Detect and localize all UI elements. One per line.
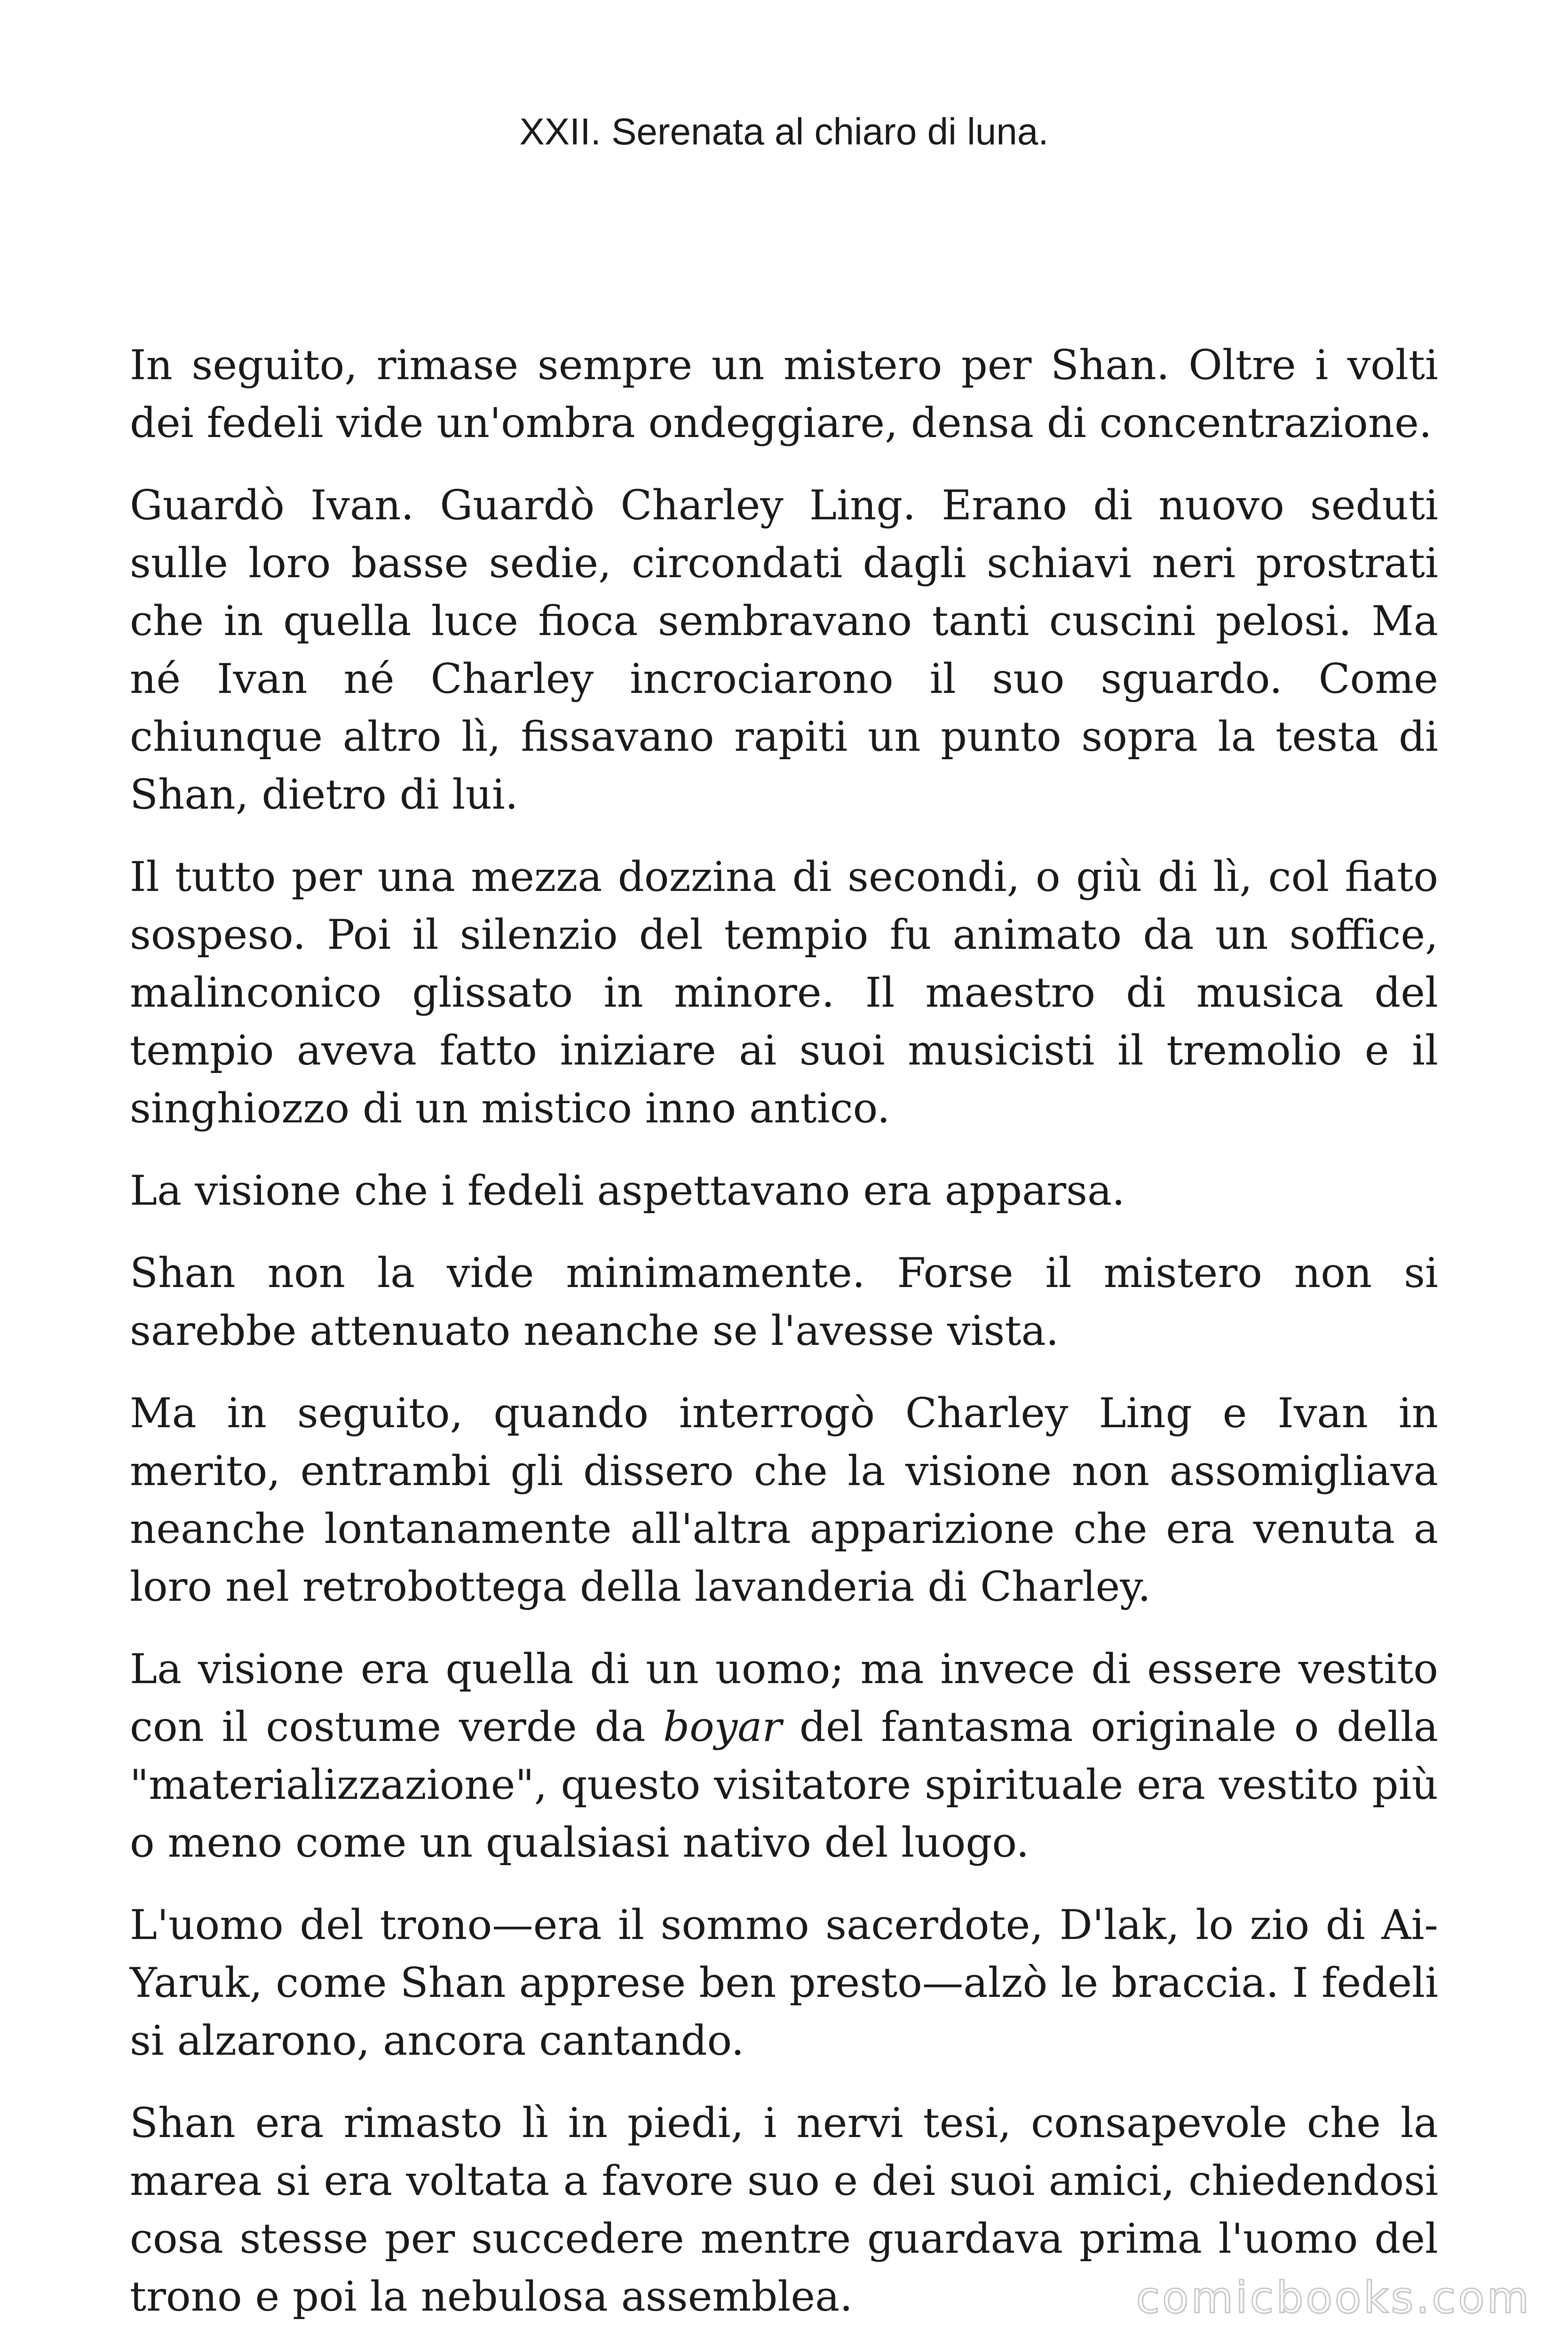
chapter-body bbox=[130, 336, 1438, 2350]
paragraph-7 bbox=[130, 1640, 1438, 1872]
paragraph-7-before: La visione era quella di un uomo; ma invece di essere vestito con il costume verde da bbox=[130, 1645, 1438, 1751]
paragraph-5: Shan non la vide minimamente. Forse il mistero non si sarebbe attenuato neanche se l'avesse vista. bbox=[130, 1249, 1438, 1355]
paragraph-7-after: del fantasma originale o della "materializzazione", questo visitatore spirituale era vestito più o meno come un qualsiasi nativo del luogo. bbox=[130, 1703, 1438, 1867]
paragraph-7-emphasis: boyar bbox=[663, 1703, 782, 1751]
paragraph-4: La visione che i fedeli aspettavano era apparsa. bbox=[130, 1167, 1125, 1215]
paragraph-9: Shan era rimasto lì in piedi, i nervi tesi, consapevole che la marea si era voltata a favore suo e dei suoi amici, chiedendosi cosa stesse per succedere mentre guardava prima l'uomo del trono e poi la nebulosa assemblea. bbox=[130, 2099, 1438, 2320]
paragraph-3: Il tutto per una mezza dozzina di secondi, o giù di lì, col fiato sospeso. Poi il silenzio del tempio fu animato da un soffice, malinconico glissato in minore. Il maestro di musica del tempio aveva fatto iniziare ai suoi musicisti il tremolio e il singhiozzo di un mistico inno antico. bbox=[130, 853, 1438, 1132]
site-watermark: comicbooks.com bbox=[1136, 2273, 1531, 2323]
paragraph-1: In seguito, rimase sempre un mistero per Shan. Oltre i volti dei fedeli vide un'ombra ondeggiare, densa di concentrazione. bbox=[130, 341, 1438, 447]
paragraph-2: Guardò Ivan. Guardò Charley Ling. Erano di nuovo seduti sulle loro basse sedie, circondati dagli schiavi neri prostrati che in quella luce fioca sembravano tanti cuscini pelosi. Ma né Ivan né Charley incrociarono il suo sguardo. Come chiunque altro lì, fissavano rapiti un punto sopra la testa di Shan, dietro di lui. bbox=[130, 481, 1438, 818]
paragraph-8: L'uomo del trono—era il sommo sacerdote, D'lak, lo zio di Ai-Yaruk, come Shan apprese ben presto—alzò le braccia. I fedeli si alzarono, ancora cantando. bbox=[130, 1901, 1438, 2065]
paragraph-6: Ma in seguito, quando interrogò Charley Ling e Ivan in merito, entrambi gli dissero che la visione non assomigliava neanche lontanamente all'altra apparizione che era venuta a loro nel retrobottega della lavanderia di Charley. bbox=[130, 1389, 1438, 1611]
chapter-title: XXII. Serenata al chiaro di luna. bbox=[519, 111, 1049, 152]
